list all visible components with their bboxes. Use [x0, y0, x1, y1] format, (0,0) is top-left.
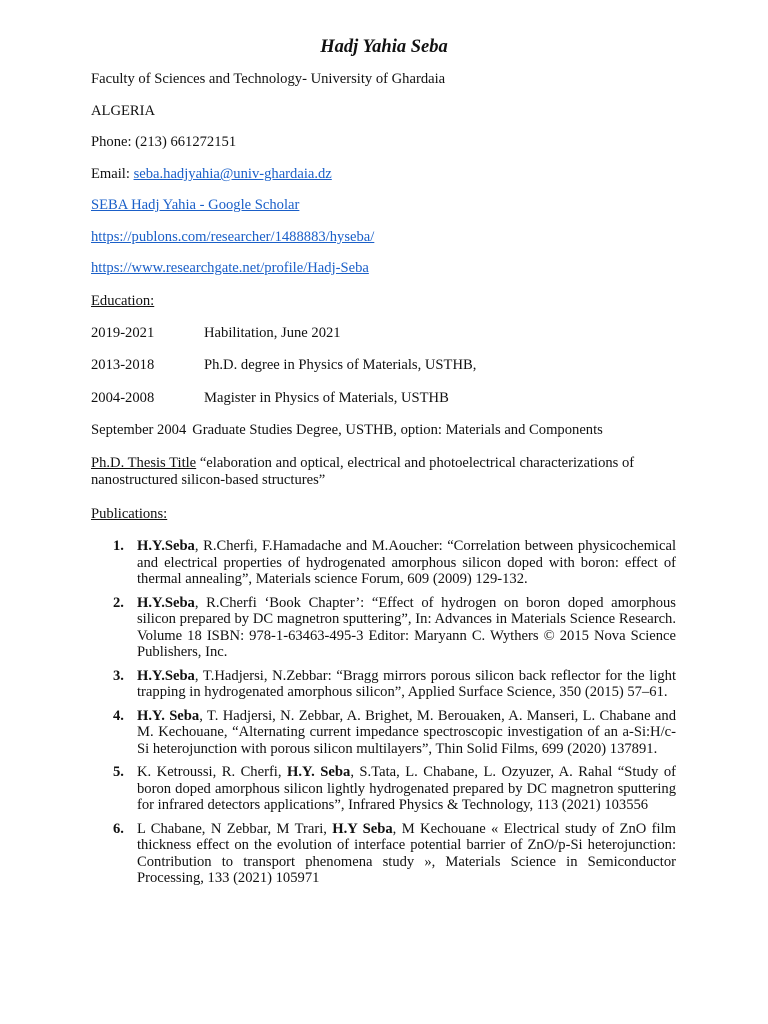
- publication-text: , T.Hadjersi, N.Zebbar: “Bragg mirrors porous silicon back reflector for the light trapping in hydrogenated amorphous silicon”, Applied Surface Science, 350 (2015) 57–61.: [137, 667, 676, 700]
- google-scholar-link[interactable]: SEBA Hadj Yahia - Google Scholar: [91, 197, 300, 213]
- education-row: [91, 390, 449, 406]
- education-text: Graduate Studies Degree, USTHB, option: Materials and Components: [192, 422, 603, 438]
- education-row: [91, 357, 476, 373]
- publication-text: , R.Cherfi ‘Book Chapter’: “Effect of hydrogen on boron doped amorphous silicon prepared by DC magnetron sputtering”, In: Advances in Materials Science Research. Volume 18 ISBN: 978-1-63463-495-3 Editor: Maryann C. Wythers © 2015 Nova Science Publishers, Inc.: [137, 594, 676, 660]
- education-date: 2004-2008: [91, 390, 155, 406]
- publications-list: [91, 538, 676, 894]
- publication-item: [91, 821, 676, 887]
- author-highlight: H.Y. Seba: [286, 764, 351, 780]
- publication-number: 5.: [113, 764, 124, 780]
- author-highlight: H.Y.Seba: [137, 538, 195, 554]
- researchgate-link[interactable]: https://www.researchgate.net/profile/Hadj-Seba: [91, 260, 369, 276]
- publication-number: 6.: [113, 820, 124, 837]
- education-text: Magister in Physics of Materials, USTHB: [204, 390, 449, 406]
- author-highlight: H.Y. Seba: [137, 707, 200, 724]
- education-heading: Education:: [91, 293, 155, 309]
- publication-number: 1.: [113, 538, 124, 554]
- education-row: [91, 325, 341, 341]
- publication-item: [91, 668, 676, 701]
- education-date: 2019-2021: [91, 325, 155, 341]
- publication-number: 3.: [113, 667, 124, 684]
- publication-authors-pre: L Chabane, N Zebbar, M Trari,: [137, 820, 333, 837]
- publication-authors-pre: K. Ketroussi, R. Cherfi,: [137, 764, 287, 780]
- scholar-line: [91, 197, 299, 213]
- education-date: September 2004: [91, 422, 187, 438]
- publication-text: , S.Tata, L. Chabane, L. Ozyuzer, A. Rahal “Study of boron doped amorphous silicon lightly hydrogenated prepared by DC magnetron sputtering for infrared detectors applications”, Infrared Physics & Technology, 113 (2021) 103556: [137, 764, 676, 813]
- publication-text: , R.Cherfi, F.Hamadache and M.Aoucher: “Correlation between physicochemical and electrical properties of hydrogenated amorphous silicon doped with boron: effect of thermal annealing”, Materials science Forum, 609 (2009) 129-132.: [137, 538, 676, 587]
- publication-item: [91, 595, 676, 661]
- affiliation: Faculty of Sciences and Technology- University of Ghardaia: [91, 71, 446, 87]
- publons-link[interactable]: https://publons.com/researcher/1488883/hyseba/: [91, 229, 375, 245]
- publication-text: , T. Hadjersi, N. Zebbar, A. Brighet, M. Berouaken, A. Manseri, L. Chabane and M. Kechouane, “Alternating current impedance spectroscopic investigation of an a-Si:H/c-Si heterojunction with porous silicon multilayers”, Thin Solid Films, 699 (2020) 137891.: [137, 707, 676, 757]
- education-date: 2013-2018: [91, 357, 155, 373]
- publication-item: [91, 538, 676, 588]
- publons-line: [91, 229, 374, 245]
- email-line: [91, 166, 332, 182]
- education-text: Ph.D. degree in Physics of Materials, USTHB,: [204, 357, 477, 373]
- publication-number: 2.: [113, 594, 124, 611]
- email-link[interactable]: seba.hadjyahia@univ-ghardaia.dz: [133, 166, 332, 182]
- publication-text: , M Kechouane « Electrical study of ZnO film thickness effect on the evolution of interface potential barrier of ZnO/p-Si heterojunction: Contribution to transport phenomena study », Materials Science in Semiconductor Processing, 133 (2021) 105971: [137, 820, 676, 886]
- author-name: Hadj Yahia Seba: [320, 37, 448, 57]
- author-highlight: H.Y Seba: [332, 820, 393, 837]
- phone: Phone: (213) 661272151: [91, 134, 237, 150]
- education-text: Habilitation, June 2021: [204, 325, 341, 341]
- researchgate-line: [91, 260, 369, 276]
- thesis-label: Ph.D. Thesis Title: [91, 455, 197, 471]
- thesis-text: “elaboration and optical, electrical and photoelectrical characterizations of nanostructured silicon-based structures”: [91, 455, 635, 488]
- thesis-paragraph: [91, 455, 676, 489]
- country: ALGERIA: [91, 103, 156, 119]
- publication-item: [91, 708, 676, 758]
- publication-number: 4.: [113, 707, 124, 724]
- email-label: Email:: [91, 166, 134, 182]
- publications-heading: Publications:: [91, 506, 168, 522]
- author-highlight: H.Y.Seba: [137, 594, 195, 611]
- education-row: [91, 422, 603, 438]
- publication-item: [91, 764, 676, 814]
- author-highlight: H.Y.Seba: [137, 667, 195, 684]
